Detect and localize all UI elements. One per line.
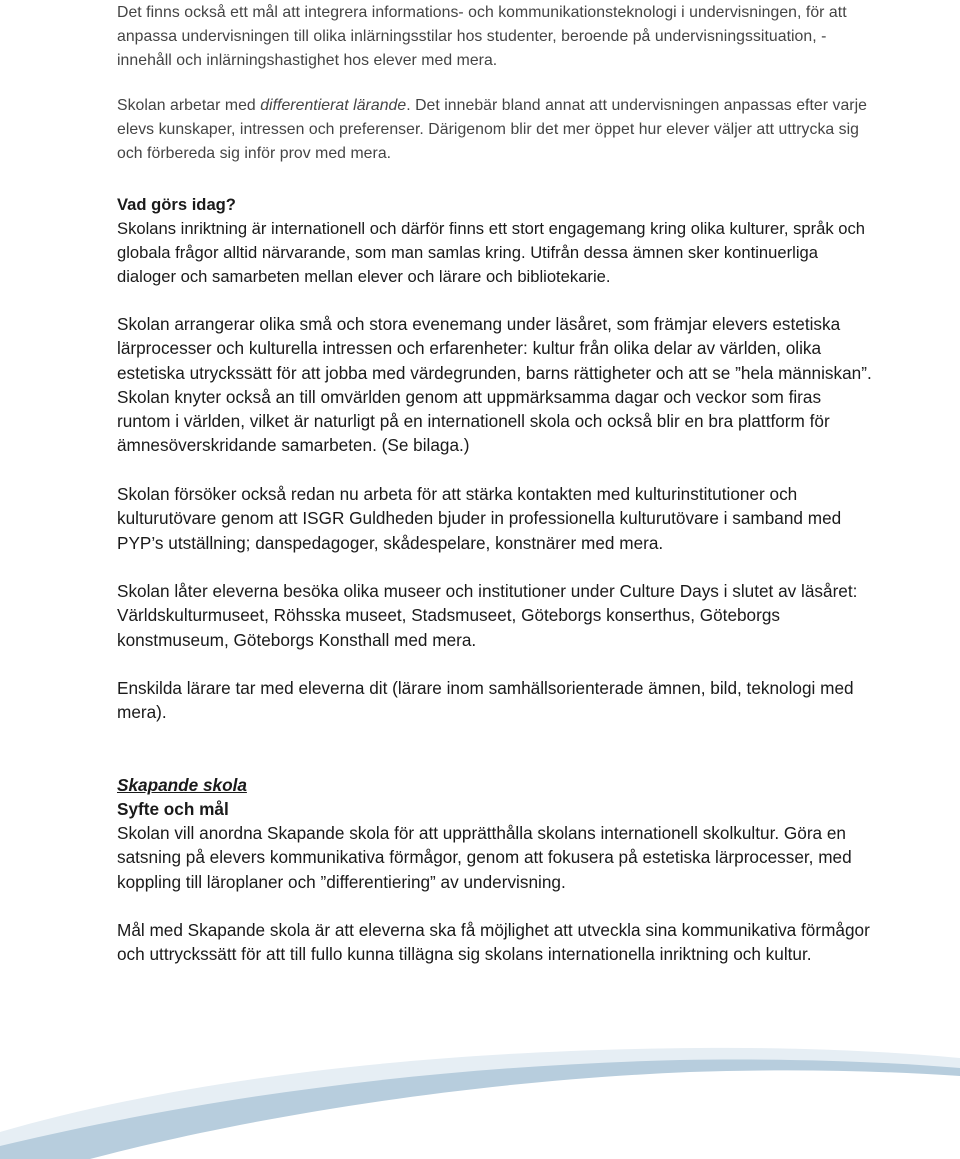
- paragraph-enskilda-larare: Enskilda lärare tar med eleverna dit (lärare inom samhällsorienterade ämnen, bild, teknologi med mera).: [117, 678, 854, 723]
- paragraph-kulturinstitutioner: Skolan försöker också redan nu arbeta för att stärka kontakten med kulturinstitutioner och kulturutövare genom att ISGR Guldheden bjuder in professionella kulturutövare i samband med PYP’s utställning; danspedagoger, skådespelare, konstnärer med mera.: [117, 484, 842, 553]
- paragraph-differentierat: [117, 94, 877, 166]
- heading-syfte-och-mal: Syfte och mål: [117, 799, 229, 819]
- paragraph-inriktning: Skolans inriktning är internationell och därför finns ett stort engagemang kring olika kulturer, språk och globala frågor alltid närvarande, som man samlas kring. Utifrån dessa ämnen sker kontinuerliga dialoger och samarbeten mellan elever och lärare och bibliotekarie.: [117, 219, 866, 286]
- paragraph-ikt: Det finns också ett mål att integrera informations- och kommunikationsteknologi i undervisningen, för att anpassa undervisningen till olika inlärningsstilar hos studenter, beroende på undervisningssituation, -innehåll och inlärningshastighet hos elever med mera.: [117, 4, 847, 69]
- paragraph-skapande-skola: Skolan vill anordna Skapande skola för att upprätthålla skolans internationell skolkultur. Göra en satsning på elevers kommunikativa förmågor, genom att fokusera på estetiska lärprocesser, med koppling till läroplaner och ”differentiering” av undervisning.: [117, 823, 852, 892]
- paragraph-mal: Mål med Skapande skola är att eleverna ska få möjlighet att utveckla sina kommunikativa förmågor och uttryckssätt för att till fullo kunna tillägna sig skolans internationella inriktning och kultur.: [117, 920, 870, 965]
- italic-term: differentierat lärande: [260, 97, 407, 114]
- text-run: Skolan arbetar med: [117, 97, 261, 114]
- heading-skapande-skola: Skapande skola: [117, 775, 247, 795]
- paragraph-culture-days: Skolan låter eleverna besöka olika museer och institutioner under Culture Days i slutet av läsåret: Världskulturmuseet, Röhsska museet, Stadsmuseet, Göteborgs konserthus, Göteborgs konstmuseum, Göteborgs Konsthall med mera.: [117, 581, 858, 650]
- paragraph-evenemang: Skolan arrangerar olika små och stora evenemang under läsåret, som främjar elevers estetiska lärprocesser och kulturella intressen och erfarenheter: kultur från olika delar av världen, olika estetiska utryckssätt för att jobba med värdegrunden, barns rättigheter och att se ”hela människan”. Skolan knyter också an till omvärlden genom att uppmärksamma dagar och veckor som firas runtom i världen, vilket är naturligt på en internationell skola och också blir en bra plattform för ämnesöverskridande samarbeten. (Se bilaga.): [117, 314, 872, 456]
- decorative-swoosh: [0, 1040, 960, 1159]
- text-run: . Det innebär bland annat att undervisningen anpassas efter varje elevs kunskaper, intressen och preferenser. Därigenom blir det mer öppet hur elever väljer att uttrycka sig och förbereda sig inför prov med mera.: [117, 97, 867, 162]
- heading-vad-gors-idag: Vad görs idag?: [117, 195, 236, 214]
